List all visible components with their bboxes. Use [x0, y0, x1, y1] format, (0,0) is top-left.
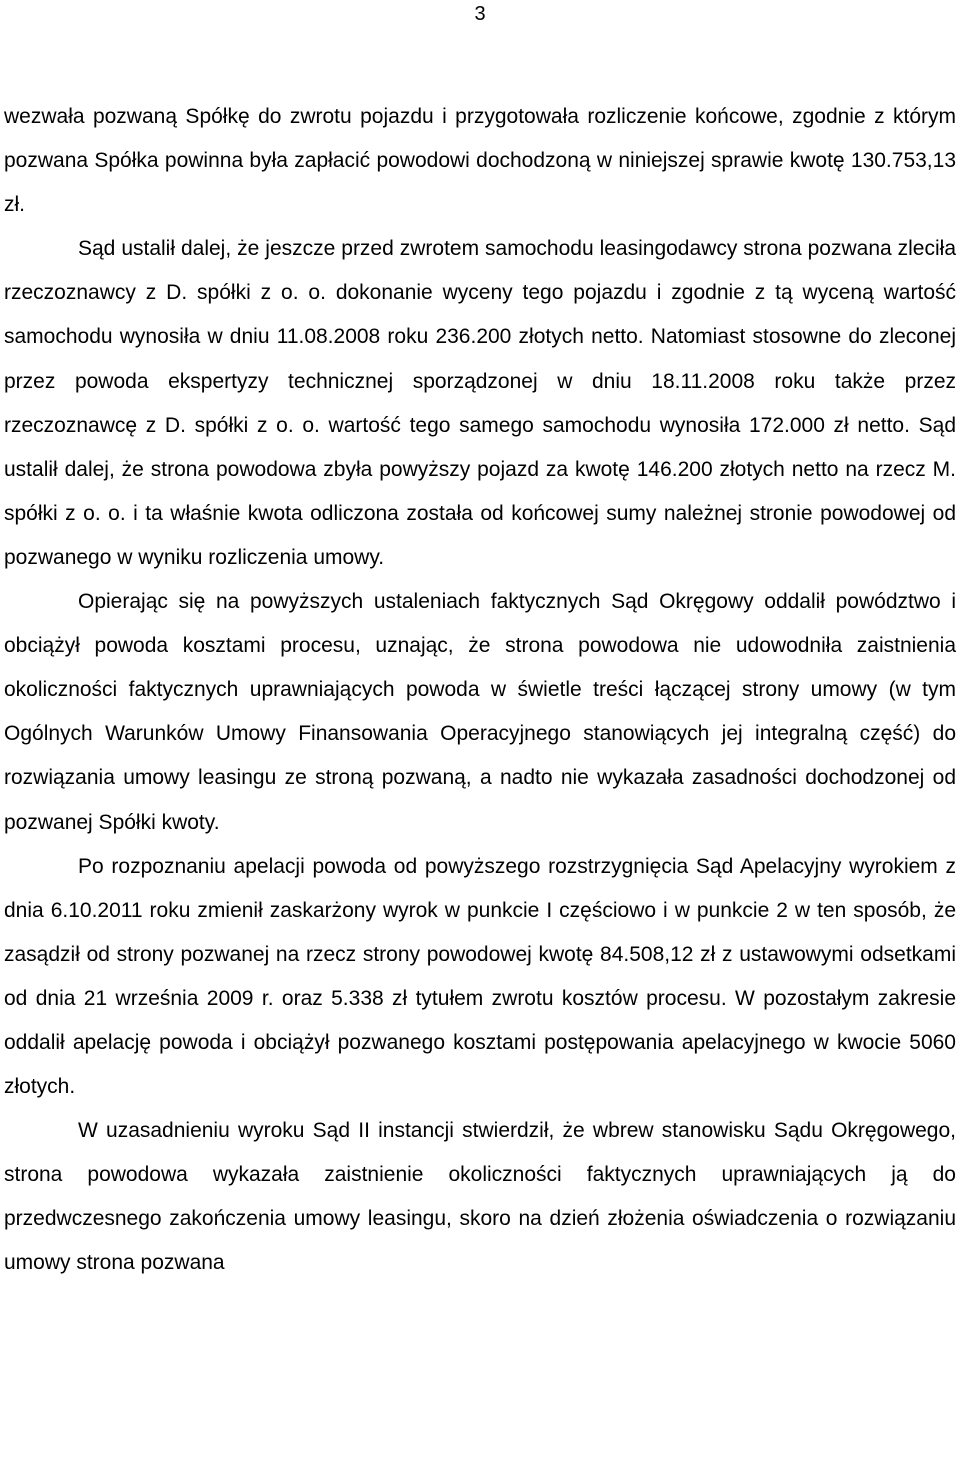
paragraph-3: Opierając się na powyższych ustaleniach faktycznych Sąd Okręgowy oddalił powództwo i obciążył powoda kosztami procesu, uznając, że strona powodowa nie udowodniła zaistnienia okoliczności faktycznych uprawniających powoda w świetle treści łączącej strony umowy (w tym Ogólnych Warunków Umowy Finansowania Operacyjnego stanowiących jej integralną część) do rozwiązania umowy leasingu ze stroną pozwaną, a nadto nie wykazała zasadności dochodzonej od pozwanej Spółki kwoty. — [4, 590, 956, 834]
document-body — [4, 95, 956, 1286]
paragraph-2: Sąd ustalił dalej, że jeszcze przed zwrotem samochodu leasingodawcy strona pozwana zleciła rzeczoznawcy z D. spółki z o. o. dokonanie wyceny tego pojazdu i zgodnie z tą wyceną wartość samochodu wynosiła w dniu 11.08.2008 roku 236.200 złotych netto. Natomiast stosowne do zleconej przez powoda ekspertyzy technicznej sporządzonej w dniu 18.11.2008 roku także przez rzeczoznawcę z D. spółki z o. o. wartość tego samego samochodu wynosiła 172.000 zł netto. Sąd ustalił dalej, że strona powodowa zbyła powyższy pojazd za kwotę 146.200 złotych netto na rzecz M. spółki z o. o. i ta właśnie kwota odliczona została od końcowej sumy należnej stronie powodowej od pozwanego w wyniku rozliczenia umowy. — [4, 237, 956, 569]
page-number: 3 — [474, 3, 486, 25]
paragraph-1: wezwała pozwaną Spółkę do zwrotu pojazdu i przygotowała rozliczenie końcowe, zgodnie z którym pozwana Spółka powinna była zapłacić powodowi dochodzoną w niniejszej sprawie kwotę 130.753,13 zł. — [4, 105, 956, 217]
paragraph-5: W uzasadnieniu wyroku Sąd II instancji stwierdził, że wbrew stanowisku Sądu Okręgowego, strona powodowa wykazała zaistnienie okoliczności faktycznych uprawniających ją do przedwczesnego zakończenia umowy leasingu, skoro na dzień złożenia oświadczenia o rozwiązaniu umowy strona pozwana — [4, 1119, 956, 1275]
paragraph-4: Po rozpoznaniu apelacji powoda od powyższego rozstrzygnięcia Sąd Apelacyjny wyrokiem z dnia 6.10.2011 roku zmienił zaskarżony wyrok w punkcie I częściowo i w punkcie 2 w ten sposób, że zasądził od strony pozwanej na rzecz strony powodowej kwotę 84.508,12 zł z ustawowymi odsetkami od dnia 21 września 2009 r. oraz 5.338 zł tytułem zwrotu kosztów procesu. W pozostałym zakresie oddalił apelację powoda i obciążył pozwanego kosztami postępowania apelacyjnego w kwocie 5060 złotych. — [4, 854, 956, 1099]
